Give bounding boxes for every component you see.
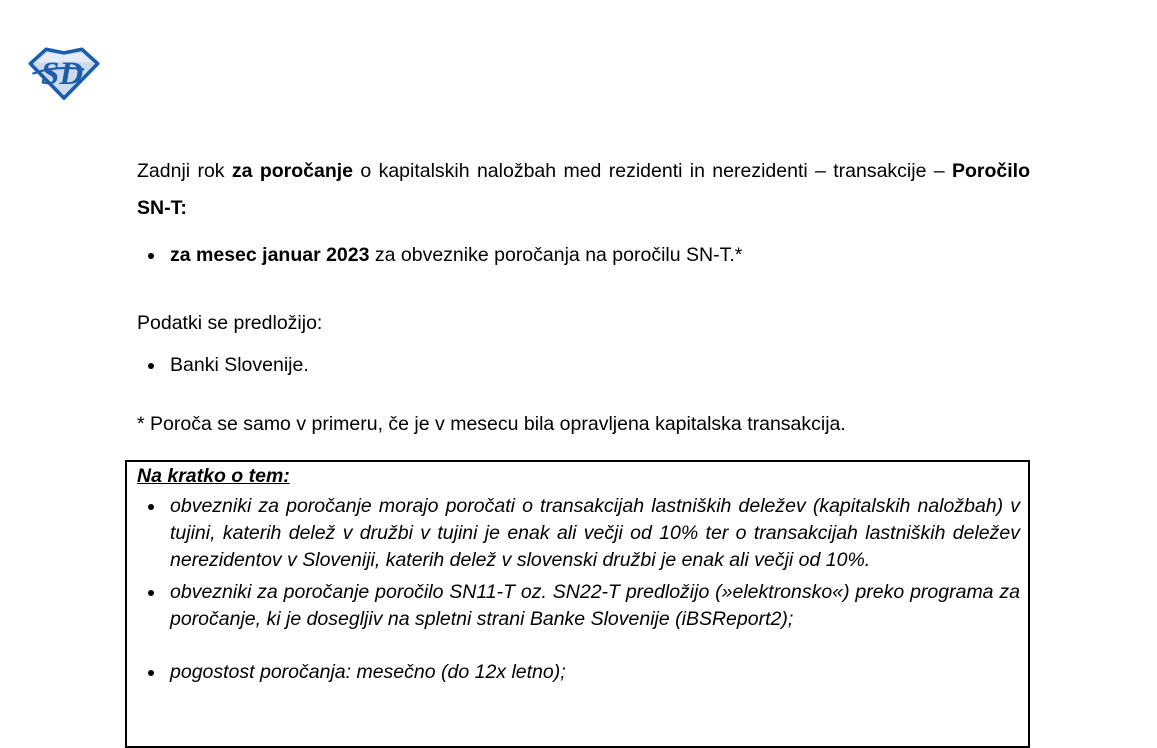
intro-seg3: o kapitalskih naložbah med rezidenti in nerezidenti – transakcije – bbox=[353, 160, 952, 182]
infobox-item-1: • obvezniki za poročanje morajo poročati o transakcijah lastniških deležev (kapitalskih naložbah) v tujini, katerih delež v družbi v tujini je enak ali večji od 10% ter o transakcijah lastniških deležev nerezidentov v Sloveniji, katerih delež v slovenski družbi je enak ali večji od 10%. bbox=[166, 493, 1020, 574]
infobox-list bbox=[137, 493, 1020, 686]
infobox-item-2: • obvezniki za poročanje poročilo SN11-T oz. SN22-T predložijo (»elektronsko«) preko programa za poročanje, ki je dosegljiv na spletni strani Banke Slovenije (iBSReport2); bbox=[166, 579, 1020, 633]
sd-logo-letters: SD bbox=[41, 55, 84, 92]
document-content bbox=[137, 153, 1030, 748]
deadline-rest: za obveznike poročanja na poročilu SN-T.* bbox=[369, 244, 743, 266]
intro-seg4-bold: Poročilo SN-T: bbox=[137, 160, 1030, 219]
podatki-bullet-text: Banki Slovenije. bbox=[170, 354, 309, 376]
footnote: * Poroča se samo v primeru, če je v mesecu bila opravljena kapitalska transakcija. bbox=[137, 413, 846, 435]
infobox-item-3: • pogostost poročanja: mesečno (do 12x letno); bbox=[166, 659, 1020, 686]
podatki-list bbox=[137, 351, 1030, 379]
deadline-list bbox=[137, 241, 1030, 269]
sd-shield-icon bbox=[28, 45, 100, 101]
podatki-item bbox=[166, 351, 1030, 379]
deadline-item bbox=[166, 241, 1030, 269]
intro-seg1: Zadnji rok bbox=[137, 160, 232, 182]
intro-paragraph bbox=[137, 153, 1030, 227]
infobox-title: Na kratko o tem: bbox=[137, 465, 290, 487]
deadline-bold: za mesec januar 2023 bbox=[170, 244, 370, 266]
sd-logo bbox=[28, 45, 100, 101]
intro-seg2-bold: za poročanje bbox=[231, 160, 354, 182]
infobox bbox=[125, 460, 1030, 748]
podatki-heading: Podatki se predložijo: bbox=[137, 312, 323, 334]
